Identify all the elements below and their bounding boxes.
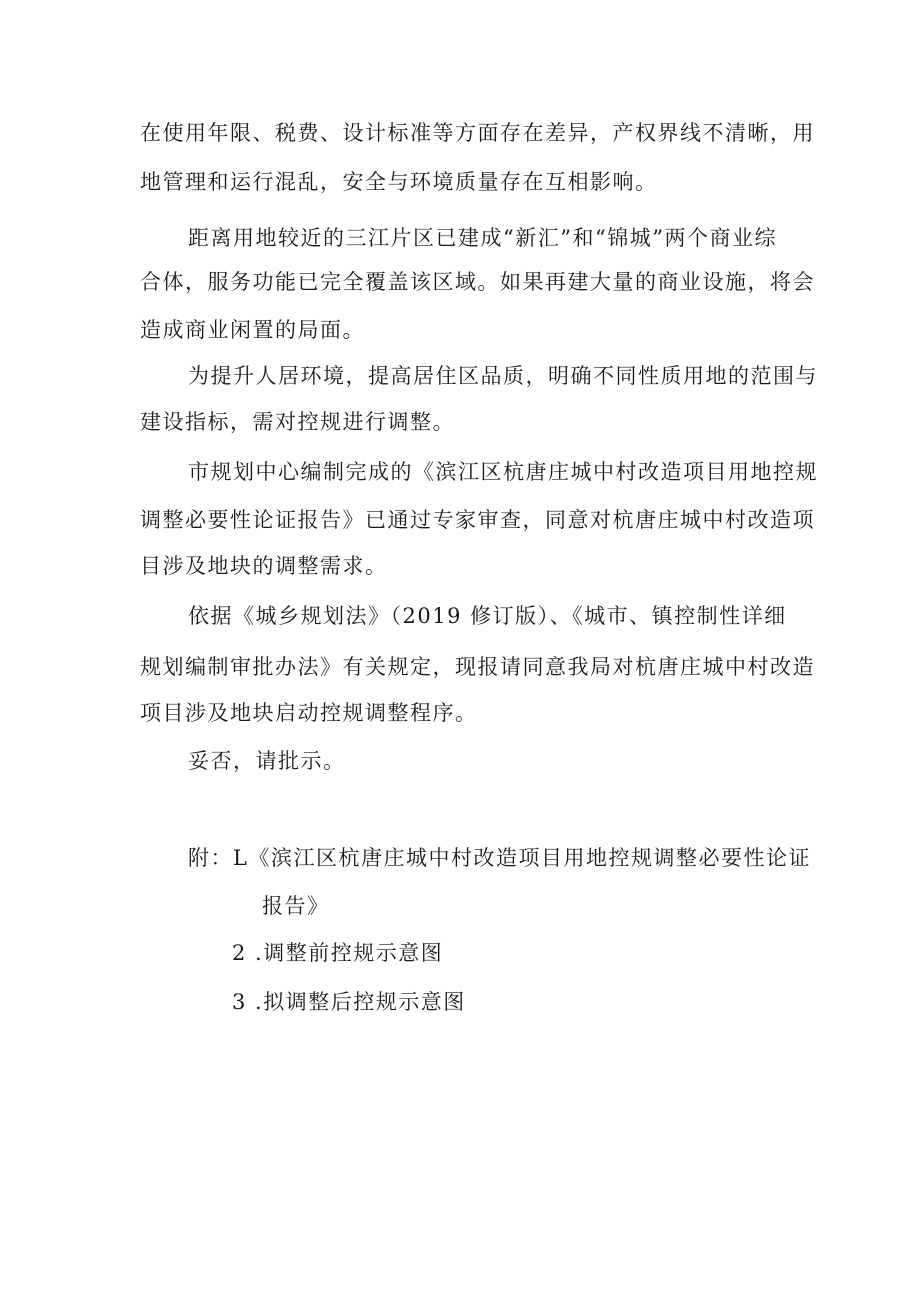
- paragraph-6-line-1: 妥否，请批示。: [188, 749, 346, 773]
- paragraph-3-line-2: 建设指标，需对控规进行调整。: [140, 410, 455, 434]
- paragraph-4-line-2: 调整必要性论证报告》已通过专家审查，同意对杭唐庄城中村改造项: [140, 508, 815, 532]
- paragraph-2-line-1: 距离用地较近的三江片区已建成“新汇”和“锦城”两个商业综: [188, 226, 777, 250]
- attachment-item-3: 3 .拟调整后控规示意图: [232, 990, 466, 1014]
- attachment-item-1-line-2: 报告》: [262, 894, 330, 918]
- paragraph-4-line-1: 市规划中心编制完成的《滨江区杭唐庄城中村改造项目用地控规: [188, 460, 818, 484]
- attachment-item-2: 2 .调整前控规示意图: [232, 941, 444, 965]
- attachment-item-1-line-1: 附：L《滨江区杭唐庄城中村改造项目用地控规调整必要性论证: [188, 846, 811, 870]
- paragraph-3-line-1: 为提升人居环境，提高居住区品质，明确不同性质用地的范围与: [188, 364, 818, 388]
- paragraph-1-line-2: 地管理和运行混乱，安全与环境质量存在互相影响。: [140, 170, 658, 194]
- paragraph-2-line-2: 合体，服务功能已完全覆盖该区域。如果再建大量的商业设施，将会: [140, 270, 815, 294]
- paragraph-1-line-1: 在使用年限、税费、设计标准等方面存在差异，产权界线不清晰，用: [140, 121, 815, 145]
- paragraph-4-line-3: 目涉及地块的调整需求。: [140, 554, 388, 578]
- paragraph-5-line-3: 项目涉及地块启动控规调整程序。: [140, 701, 478, 725]
- paragraph-2-line-3: 造成商业闲置的局面。: [140, 318, 365, 342]
- paragraph-5-line-2: 规划编制审批办法》有关规定，现报请同意我局对杭唐庄城中村改造: [140, 655, 815, 679]
- paragraph-5-line-1: 依据《城乡规划法》（2019 修订版）、《城市、镇控制性详细: [188, 604, 787, 628]
